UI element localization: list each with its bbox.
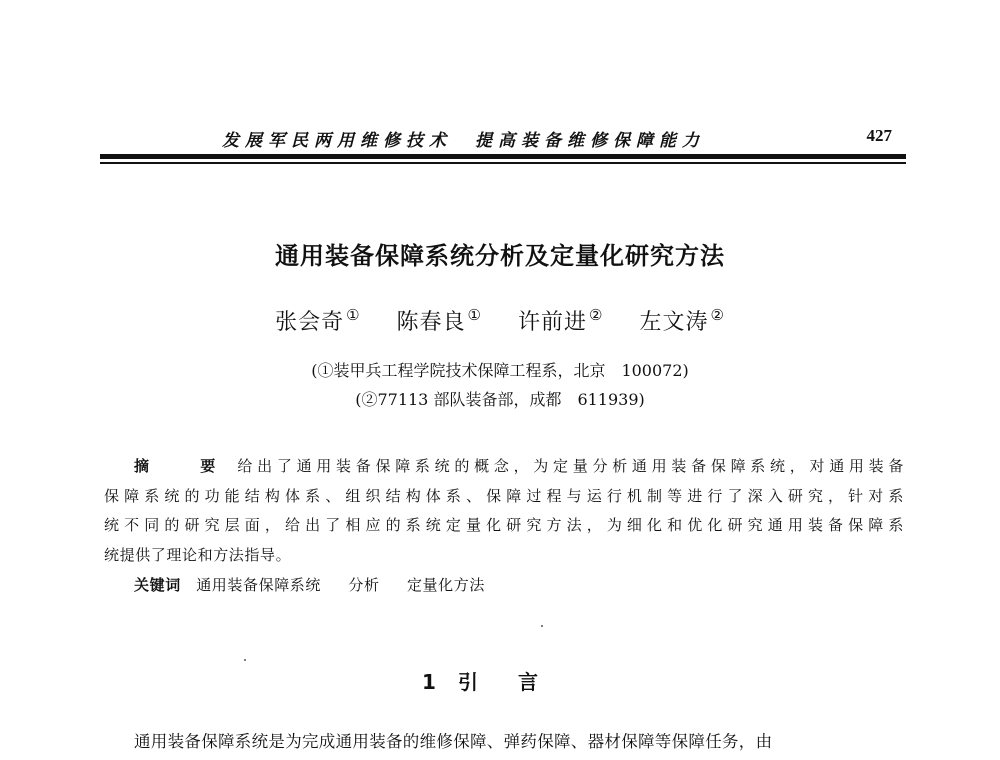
scan-speck bbox=[244, 659, 246, 661]
affiliation-1: (①装甲兵工程学院技术保障工程系，北京 100072) bbox=[311, 361, 689, 380]
header-rule-thick bbox=[100, 154, 906, 159]
abstract bbox=[104, 452, 904, 570]
affiliation-mark: ② bbox=[710, 306, 725, 324]
header-rule-thin bbox=[100, 162, 906, 164]
abstract-label: 摘 要 bbox=[134, 457, 234, 475]
scan-speck bbox=[541, 625, 543, 627]
keywords-label: 关键词 bbox=[134, 576, 181, 594]
section-title: 引言 bbox=[457, 670, 578, 694]
affiliation-mark: ② bbox=[589, 306, 604, 324]
running-title: 发展军民两用维修技术 提高装备维修保障能力 bbox=[222, 131, 705, 151]
author bbox=[639, 306, 725, 335]
author bbox=[396, 306, 482, 335]
author-name: 许前进 bbox=[518, 310, 588, 335]
author-list bbox=[0, 305, 1000, 336]
abstract-text: 给出了通用装备保障系统的概念，为定量分析通用装备保障系统，对通用装备 bbox=[237, 457, 904, 475]
keyword: 分析 bbox=[348, 576, 380, 594]
paper-title: 通用装备保障系统分析及定量化研究方法 bbox=[275, 242, 725, 270]
abstract-line bbox=[104, 452, 904, 482]
affiliation-mark: ① bbox=[346, 306, 361, 324]
keywords bbox=[134, 574, 507, 595]
author bbox=[518, 306, 604, 335]
abstract-line: 统提供了理论和方法指导。 bbox=[104, 545, 292, 564]
author-name: 陈春良 bbox=[396, 310, 466, 335]
author-name: 张会奇 bbox=[275, 310, 345, 335]
abstract-line: 统不同的研究层面，给出了相应的系统定量化研究方法，为细化和优化研究通用装备保障系 bbox=[104, 516, 904, 534]
abstract-line: 保障系统的功能结构体系、组织结构体系、保障过程与运行机制等进行了深入研究，针对系 bbox=[104, 486, 904, 505]
keyword: 通用装备保障系统 bbox=[196, 576, 321, 594]
affiliation-2: (②77113 部队装备部，成都 611939) bbox=[355, 390, 645, 409]
section-number: 1 bbox=[422, 670, 436, 694]
keyword: 定量化方法 bbox=[406, 576, 485, 594]
author bbox=[275, 306, 361, 335]
section-heading bbox=[0, 666, 1000, 695]
page-number: 427 bbox=[866, 126, 892, 145]
author-name: 左文涛 bbox=[639, 310, 709, 335]
body-paragraph-line: 通用装备保障系统是为完成通用装备的维修保障、弹药保障、器材保障等保障任务，由 bbox=[134, 732, 773, 751]
affiliation-mark: ① bbox=[467, 306, 482, 324]
running-header bbox=[100, 126, 906, 150]
